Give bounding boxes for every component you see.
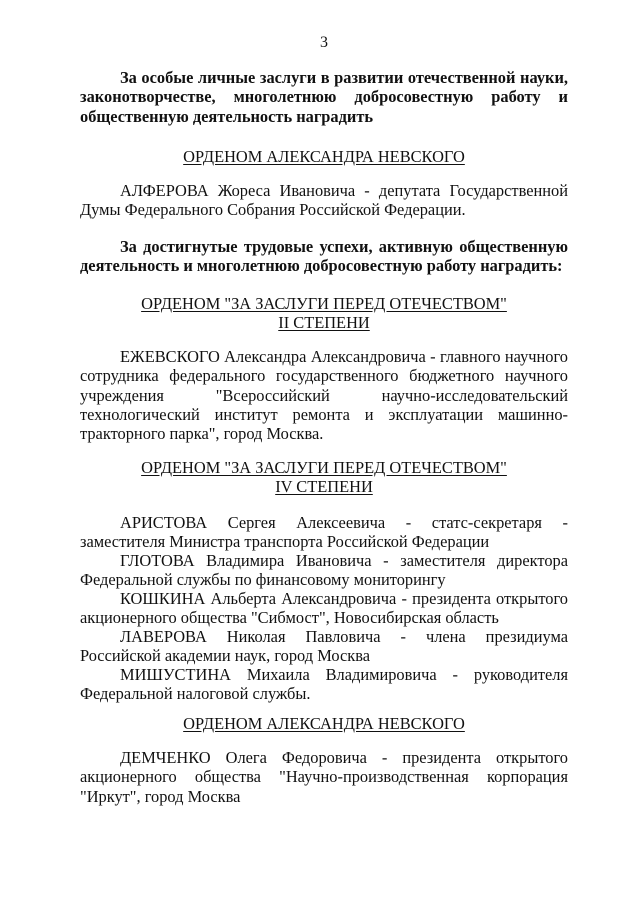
award-heading-text: ОРДЕНОМ "ЗА ЗАСЛУГИ ПЕРЕД ОТЕЧЕСТВОМ" — [141, 294, 507, 313]
award-heading — [80, 714, 568, 734]
document-page — [80, 0, 568, 905]
award-entry: АЛФЕРОВА Жореса Ивановича - депутата Государственной Думы Федерального Собрания Российской Федерации. — [80, 181, 568, 220]
award-heading — [80, 294, 568, 314]
award-heading — [80, 147, 568, 167]
award-entry: КОШКИНА Альберта Александровича - президента открытого акционерного общества "Сибмост", Новосибирская область — [80, 589, 568, 628]
page-number: 3 — [320, 34, 328, 51]
award-entry: ГЛОТОВА Владимира Ивановича - заместителя директора Федеральной службы по финансовому мониторингу — [80, 551, 568, 590]
award-entry: ЛАВЕРОВА Николая Павловича - члена президиума Российской академии наук, город Москва — [80, 627, 568, 666]
award-heading-degree — [80, 313, 568, 333]
award-entry: ДЕМЧЕНКО Олега Федоровича - президента открытого акционерного общества "Научно-производственная корпорация "Иркут", город Москва — [80, 748, 568, 806]
award-intro-paragraph: За достигнутые трудовые успехи, активную общественную деятельность и многолетнюю добросовестную работу наградить: — [80, 237, 568, 276]
award-heading-text: ОРДЕНОМ "ЗА ЗАСЛУГИ ПЕРЕД ОТЕЧЕСТВОМ" — [141, 458, 507, 477]
award-entry: ЕЖЕВСКОГО Александра Александровича - главного научного сотрудника федерального государственного бюджетного научного учреждения "Всероссийский научно-исследовательский технологический институт ремонта и эксплуатации машинно-тракторного парка", город Москва. — [80, 347, 568, 444]
award-heading-degree-text: II СТЕПЕНИ — [278, 313, 370, 332]
award-heading — [80, 458, 568, 478]
award-entry: АРИСТОВА Сергея Алексеевича - статс-секретаря - заместителя Министра транспорта Российской Федерации — [80, 513, 568, 552]
award-entry: МИШУСТИНА Михаила Владимировича - руководителя Федеральной налоговой службы. — [80, 665, 568, 704]
award-intro-paragraph: За особые личные заслуги в развитии отечественной науки, законотворчестве, многолетнюю добросовестную работу и общественную деятельность наградить — [80, 68, 568, 126]
award-heading-text: ОРДЕНОМ АЛЕКСАНДРА НЕВСКОГО — [183, 714, 465, 733]
award-heading-text: ОРДЕНОМ АЛЕКСАНДРА НЕВСКОГО — [183, 147, 465, 166]
award-heading-degree — [80, 477, 568, 497]
award-heading-degree-text: IV СТЕПЕНИ — [275, 477, 373, 496]
